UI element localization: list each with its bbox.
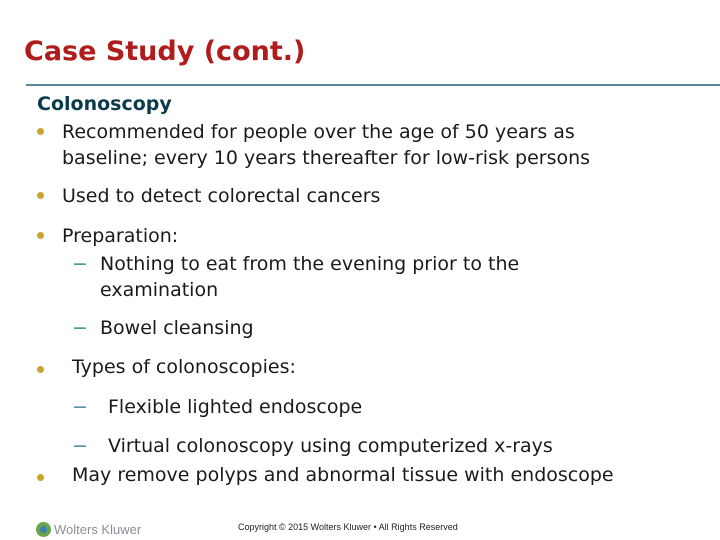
bullet-dot-icon <box>37 232 44 239</box>
copyright-notice: Copyright © 2015 Wolters Kluwer • All Rights Reserved <box>238 522 458 532</box>
bullet-text: baseline; every 10 years thereafter for low-risk persons <box>62 147 591 169</box>
bullet-text: Preparation: <box>62 225 179 247</box>
dash-icon: − <box>72 253 88 275</box>
sub-bullet-text: Nothing to eat from the evening prior to the <box>100 253 520 275</box>
bullet-dot-icon <box>37 192 44 199</box>
slide-title: Case Study (cont.) <box>24 36 306 67</box>
dash-icon: − <box>72 317 88 339</box>
bullet-dot-icon <box>37 128 44 135</box>
bullet-text: Recommended for people over the age of 50 years as <box>62 121 575 143</box>
sub-bullet-text: Virtual colonoscopy using computerized x-rays <box>108 435 553 457</box>
logo-globe-icon <box>36 522 51 537</box>
section-heading: Colonoscopy <box>37 93 172 115</box>
logo-text: Wolters Kluwer <box>54 522 142 537</box>
title-divider <box>26 84 720 86</box>
company-logo <box>36 522 141 537</box>
bullet-text: Types of colonoscopies: <box>72 356 296 378</box>
sub-bullet-text: examination <box>100 279 219 301</box>
sub-bullet-text: Bowel cleansing <box>100 317 254 339</box>
bullet-dot-icon <box>37 366 44 373</box>
bullet-text: Used to detect colorectal cancers <box>62 185 381 207</box>
sub-bullet-text: Flexible lighted endoscope <box>108 396 363 418</box>
dash-icon: − <box>72 435 88 457</box>
bullet-text: May remove polyps and abnormal tissue with endoscope <box>72 464 614 486</box>
bullet-dot-icon <box>37 474 44 481</box>
dash-icon: − <box>72 396 88 418</box>
